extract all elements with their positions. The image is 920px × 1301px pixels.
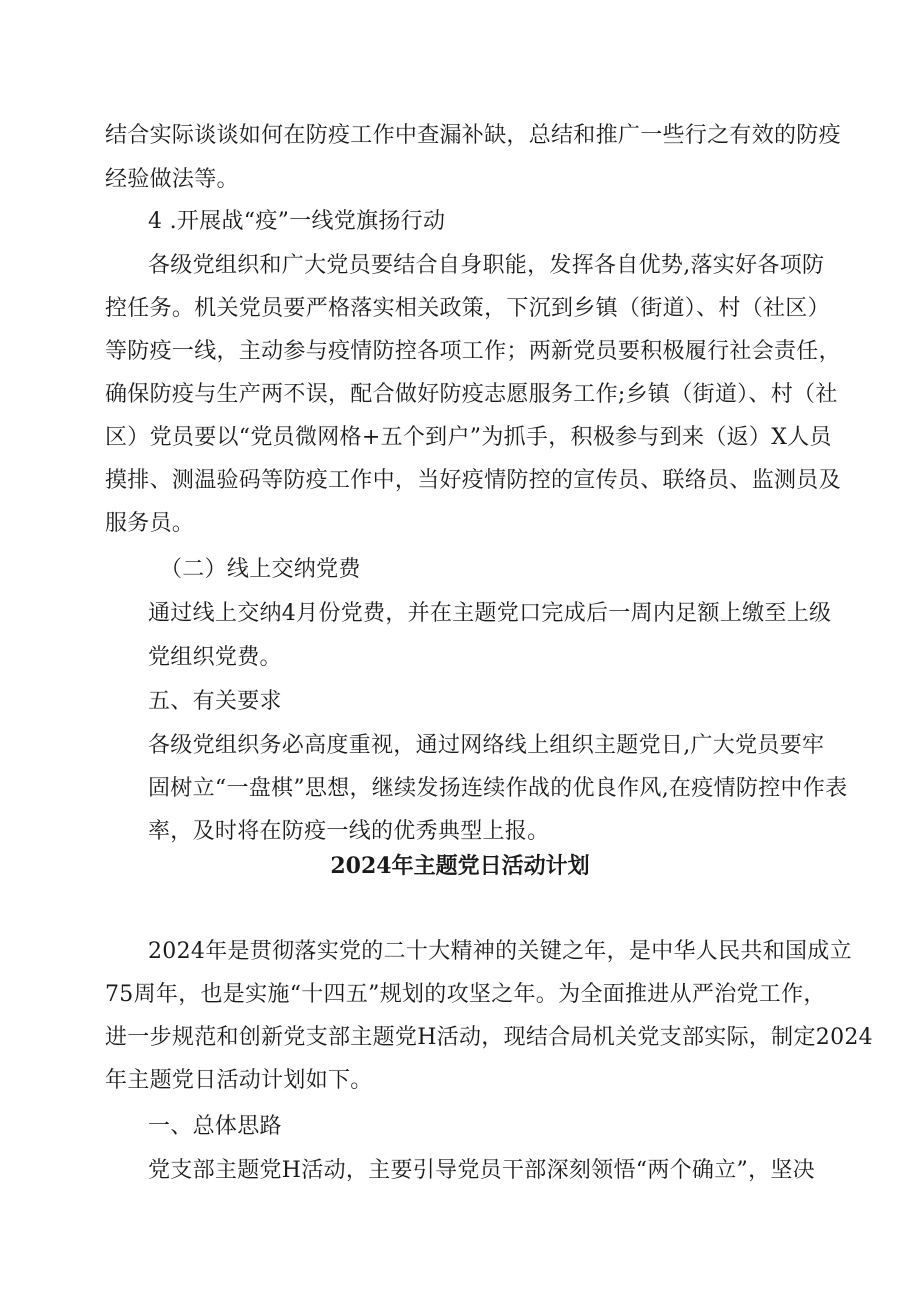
paragraph-line: 摸排、测温验码等防疫工作中，当好疫情防控的宣传员、联络员、监测员及 <box>105 468 841 493</box>
paragraph-line: 固树立“一盘棋”思想，继续发扬连续作战的优良作风,在疫情防控中作表 <box>148 776 848 801</box>
paragraph-line: 年主题党日活动计划如下。 <box>105 1068 373 1093</box>
paragraph-line: 控任务。机关党员要严格落实相关政策，下沉到乡镇（街道）、村（社区） <box>105 296 830 321</box>
paragraph-line: 2024年是贯彻落实党的二十大精神的关键之年，是中华人民共和国成立 <box>148 939 852 964</box>
paragraph-line: 75周年，也是实施“十四五”规划的攻坚之年。为全面推进从严治党工作， <box>105 982 826 1007</box>
paragraph-line: 各级党组织务必高度重视，通过网络线上组织主题党日,广大党员要牢 <box>148 733 825 758</box>
section-heading: 五、有关要求 <box>148 689 282 714</box>
paragraph-line: 结合实际谈谈如何在防疫工作中查漏补缺，总结和推广一些行之有效的防疫 <box>105 123 841 148</box>
paragraph-line: 进一步规范和创新党支部主题党H活动，现结合局机关党支部实际，制定2024 <box>105 1025 873 1050</box>
paragraph-line: 党支部主题党H活动，主要引导党员干部深刻领悟“两个确立”，坚决 <box>148 1158 815 1183</box>
paragraph-line: 党组织党费。 <box>148 645 282 670</box>
item-heading: 4 .开展战“疫”一线党旗扬行动 <box>148 209 446 234</box>
paragraph-line: 经验做法等。 <box>105 167 239 192</box>
paragraph-line: 各级党组织和广大党员要结合自身职能，发挥各自优势,落实好各项防 <box>148 253 825 278</box>
paragraph-line: 等防疫一线，主动参与疫情防控各项工作；两新党员要积极履行社会责任， <box>105 339 841 364</box>
paragraph-line: 确保防疫与生产两不误，配合做好防疫志愿服务工作;乡镇（街道）、村（社 <box>105 382 838 407</box>
paragraph-line: 率，及时将在防疫一线的优秀典型上报。 <box>148 819 550 844</box>
paragraph-line: 服务员。 <box>105 511 195 536</box>
document-title: 2024年主题党日活动计划 <box>330 853 590 879</box>
paragraph-line: 通过线上交纳4月份党费，并在主题党口完成后一周内足额上缴至上级 <box>148 601 832 626</box>
section-heading: 一、总体思路 <box>148 1114 282 1139</box>
paragraph-line: 区）党员要以“党员微网格+五个到户”为抓手，积极参与到来（返）X人员 <box>105 425 832 450</box>
subsection-heading: （二）线上交纳党费 <box>160 557 361 582</box>
